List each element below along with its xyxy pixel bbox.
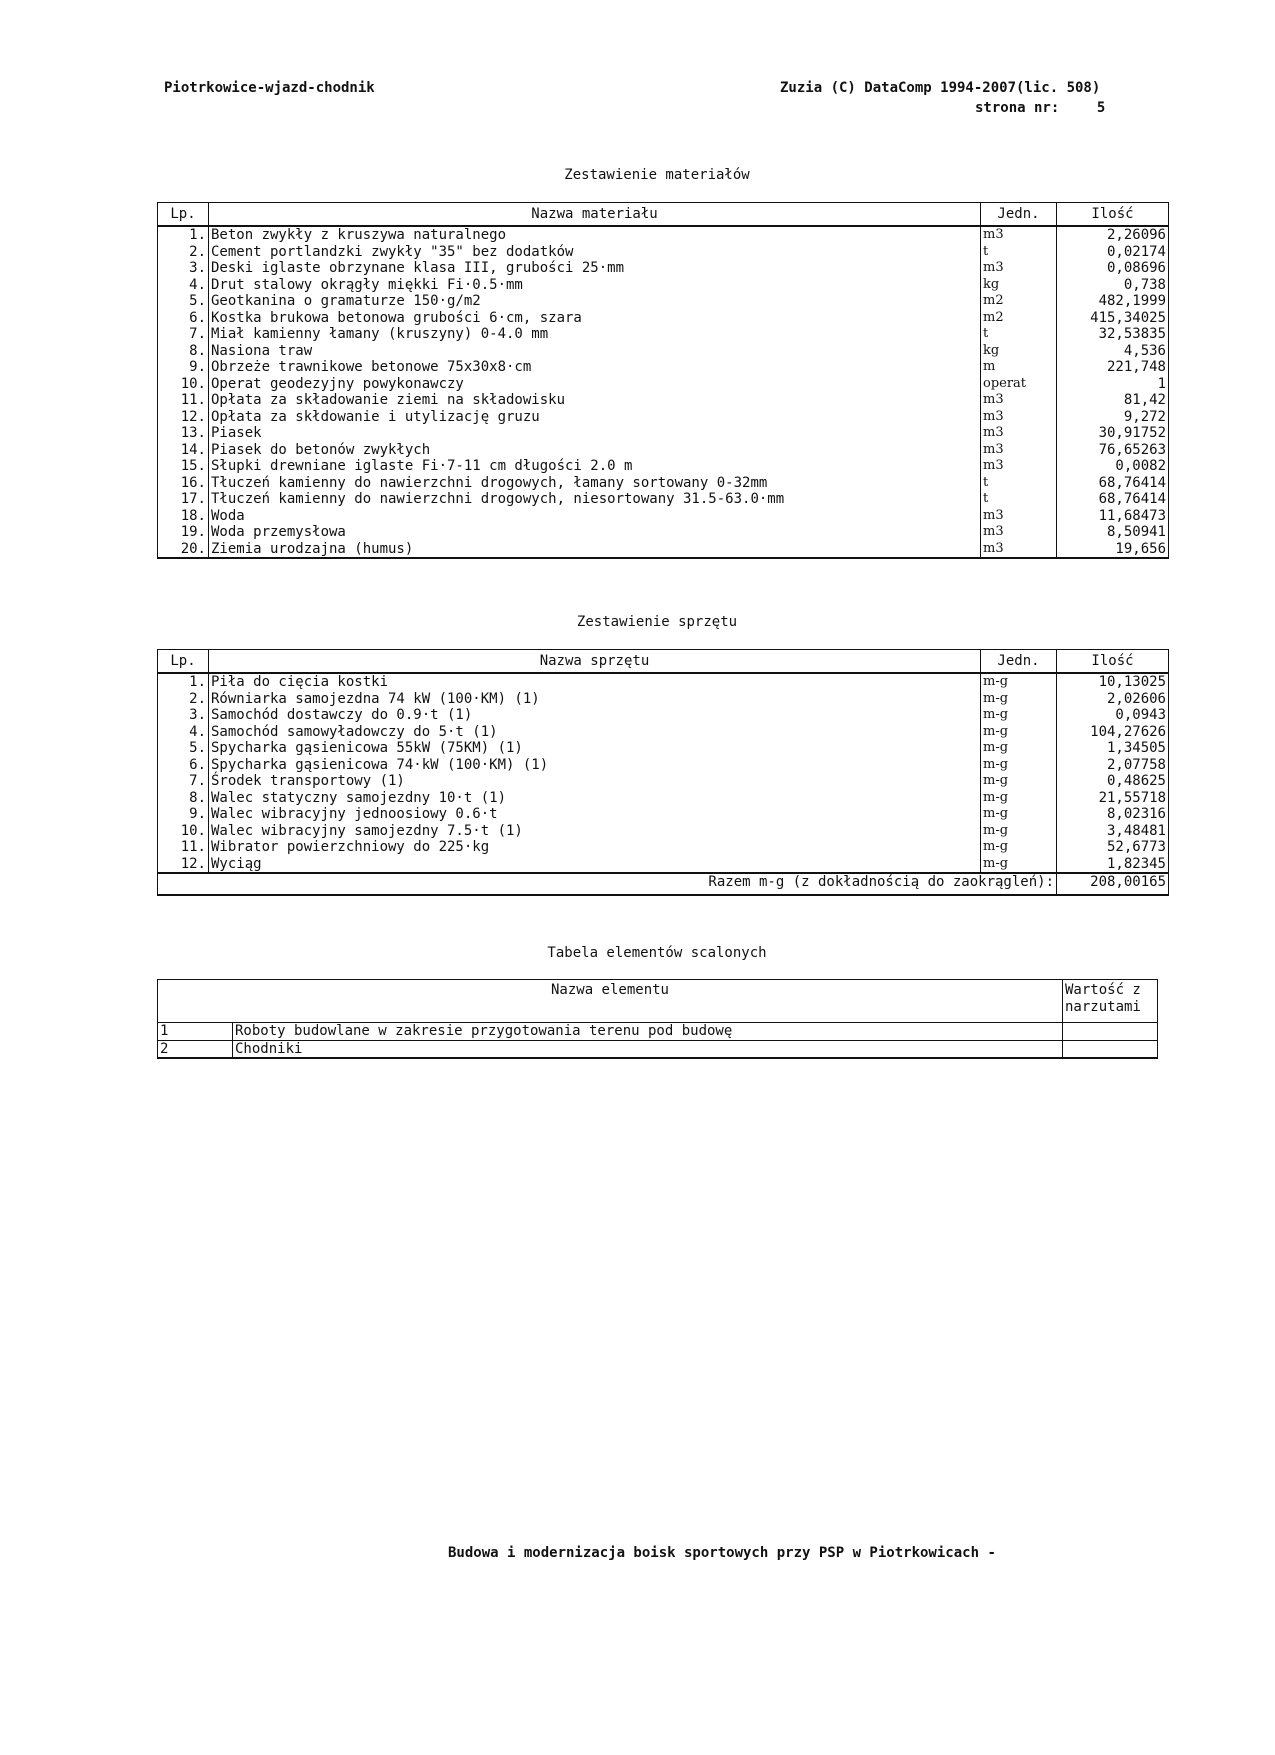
- row-name: Wibrator powierzchniowy do 225·kg: [209, 839, 981, 856]
- row-quantity: 52,6773: [1057, 839, 1169, 856]
- row-number: 2.: [158, 691, 209, 708]
- equipment-body: [158, 673, 1169, 873]
- row-quantity: 2,02606: [1057, 691, 1169, 708]
- row-value: [1063, 1023, 1158, 1041]
- materials-title: Zestawienie materiałów: [564, 167, 750, 183]
- row-name: Piasek do betonów zwykłych: [209, 442, 981, 459]
- row-number: 9.: [158, 806, 209, 823]
- table-row: [158, 343, 1169, 360]
- col-name: Nazwa materiału: [209, 203, 981, 227]
- row-number: 12.: [158, 856, 209, 874]
- row-unit: m-g: [981, 839, 1057, 856]
- materials-header-row: [158, 203, 1169, 227]
- row-name: Piła do cięcia kostki: [209, 673, 981, 691]
- row-quantity: 68,76414: [1057, 491, 1169, 508]
- row-value: [1063, 1040, 1158, 1058]
- table-row: [158, 508, 1169, 525]
- row-quantity: 0,0082: [1057, 458, 1169, 475]
- row-name: Środek transportowy (1): [209, 773, 981, 790]
- row-quantity: 68,76414: [1057, 475, 1169, 492]
- table-row: [158, 856, 1169, 874]
- row-name: Nasiona traw: [209, 343, 981, 360]
- row-name: Walec statyczny samojezdny 10·t (1): [209, 790, 981, 807]
- row-quantity: 482,1999: [1057, 293, 1169, 310]
- row-name: Wyciąg: [209, 856, 981, 874]
- row-quantity: 0,738: [1057, 277, 1169, 294]
- row-quantity: 10,13025: [1057, 673, 1169, 691]
- row-unit: m-g: [981, 790, 1057, 807]
- row-number: 3.: [158, 707, 209, 724]
- row-number: 4.: [158, 277, 209, 294]
- row-number: 8.: [158, 790, 209, 807]
- row-unit: kg: [981, 277, 1057, 294]
- elements-title: Tabela elementów scalonych: [547, 945, 767, 961]
- table-row: [158, 359, 1169, 376]
- col-unit: Jedn.: [981, 650, 1057, 674]
- table-row: [158, 326, 1169, 343]
- row-name: Beton zwykły z kruszywa naturalnego: [209, 226, 981, 244]
- row-quantity: 1,34505: [1057, 740, 1169, 757]
- row-unit: m: [981, 359, 1057, 376]
- row-quantity: 2,26096: [1057, 226, 1169, 244]
- row-unit: m-g: [981, 773, 1057, 790]
- col-element-name: Nazwa elementu: [158, 980, 1063, 1023]
- row-quantity: 3,48481: [1057, 823, 1169, 840]
- row-name: Roboty budowlane w zakresie przygotowania terenu pod budowę: [233, 1023, 1063, 1041]
- row-number: 1.: [158, 226, 209, 244]
- row-unit: m-g: [981, 806, 1057, 823]
- col-lp: Lp.: [158, 203, 209, 227]
- row-name: Spycharka gąsienicowa 55kW (75KM) (1): [209, 740, 981, 757]
- row-quantity: 4,536: [1057, 343, 1169, 360]
- elements-header-row: [158, 980, 1158, 1023]
- row-unit: m-g: [981, 740, 1057, 757]
- row-number: 15.: [158, 458, 209, 475]
- row-unit: m3: [981, 524, 1057, 541]
- elements-body: [158, 1023, 1158, 1059]
- row-unit: m2: [981, 310, 1057, 327]
- row-unit: m-g: [981, 823, 1057, 840]
- equipment-total-row: [158, 873, 1169, 895]
- row-name: Kostka brukowa betonowa grubości 6·cm, szara: [209, 310, 981, 327]
- row-name: Chodniki: [233, 1040, 1063, 1058]
- row-name: Woda: [209, 508, 981, 525]
- row-name: Cement portlandzki zwykły "35" bez dodatków: [209, 244, 981, 261]
- row-number: 5.: [158, 293, 209, 310]
- row-number: 5.: [158, 740, 209, 757]
- equipment-table: [157, 649, 1169, 896]
- row-number: 6.: [158, 310, 209, 327]
- materials-table: [157, 202, 1169, 559]
- row-quantity: 1: [1057, 376, 1169, 393]
- row-number: 2: [158, 1040, 233, 1058]
- row-number: 13.: [158, 425, 209, 442]
- col-unit: Jedn.: [981, 203, 1057, 227]
- row-unit: m-g: [981, 724, 1057, 741]
- row-number: 10.: [158, 376, 209, 393]
- col-lp: Lp.: [158, 650, 209, 674]
- row-name: Samochód samowyładowczy do 5·t (1): [209, 724, 981, 741]
- table-row: [158, 524, 1169, 541]
- table-row: [158, 691, 1169, 708]
- table-row: [158, 277, 1169, 294]
- row-quantity: 0,48625: [1057, 773, 1169, 790]
- row-name: Spycharka gąsienicowa 74·kW (100·KM) (1): [209, 757, 981, 774]
- col-qty: Ilość: [1057, 650, 1169, 674]
- page-number-line: [975, 100, 1105, 116]
- equipment-title: Zestawienie sprzętu: [576, 614, 738, 630]
- total-label: Razem m-g (z dokładnością do zaokrągleń):: [158, 873, 1057, 895]
- row-number: 8.: [158, 343, 209, 360]
- row-unit: m3: [981, 425, 1057, 442]
- table-row: [158, 475, 1169, 492]
- page-number: 5: [1096, 100, 1106, 116]
- row-quantity: 0,08696: [1057, 260, 1169, 277]
- table-row: [158, 1040, 1158, 1058]
- row-quantity: 415,34025: [1057, 310, 1169, 327]
- table-row: [158, 1023, 1158, 1041]
- row-name: Obrzeże trawnikowe betonowe 75x30x8·cm: [209, 359, 981, 376]
- table-row: [158, 757, 1169, 774]
- row-quantity: 19,656: [1057, 541, 1169, 559]
- row-number: 14.: [158, 442, 209, 459]
- row-unit: m-g: [981, 757, 1057, 774]
- row-number: 7.: [158, 773, 209, 790]
- row-quantity: 81,42: [1057, 392, 1169, 409]
- row-number: 9.: [158, 359, 209, 376]
- table-row: [158, 226, 1169, 244]
- materials-body: [158, 226, 1169, 558]
- row-number: 11.: [158, 839, 209, 856]
- table-row: [158, 707, 1169, 724]
- table-row: [158, 673, 1169, 691]
- row-quantity: 76,65263: [1057, 442, 1169, 459]
- table-row: [158, 790, 1169, 807]
- row-name: Opłata za skłdowanie i utylizację gruzu: [209, 409, 981, 426]
- row-number: 3.: [158, 260, 209, 277]
- table-row: [158, 724, 1169, 741]
- row-unit: m-g: [981, 856, 1057, 874]
- row-name: Drut stalowy okrągły miękki Fi·0.5·mm: [209, 277, 981, 294]
- row-name: Opłata za składowanie ziemi na składowisku: [209, 392, 981, 409]
- table-row: [158, 409, 1169, 426]
- row-name: Tłuczeń kamienny do nawierzchni drogowych, niesortowany 31.5-63.0·mm: [209, 491, 981, 508]
- table-row: [158, 823, 1169, 840]
- row-quantity: 21,55718: [1057, 790, 1169, 807]
- table-row: [158, 458, 1169, 475]
- row-number: 16.: [158, 475, 209, 492]
- row-name: Równiarka samojezdna 74 kW (100·KM) (1): [209, 691, 981, 708]
- col-value: Wartość z narzutami: [1063, 980, 1158, 1023]
- row-quantity: 9,272: [1057, 409, 1169, 426]
- row-name: Ziemia urodzajna (humus): [209, 541, 981, 559]
- table-row: [158, 806, 1169, 823]
- row-unit: m2: [981, 293, 1057, 310]
- row-number: 10.: [158, 823, 209, 840]
- row-unit: m3: [981, 458, 1057, 475]
- row-unit: operat: [981, 376, 1057, 393]
- table-row: [158, 541, 1169, 559]
- footer-text: Budowa i modernizacja boisk sportowych przy PSP w Piotrkowicach -: [448, 1545, 996, 1561]
- row-number: 4.: [158, 724, 209, 741]
- table-row: [158, 740, 1169, 757]
- row-quantity: 8,50941: [1057, 524, 1169, 541]
- table-row: [158, 491, 1169, 508]
- row-name: Deski iglaste obrzynane klasa III, grubości 25·mm: [209, 260, 981, 277]
- row-number: 12.: [158, 409, 209, 426]
- project-name: Piotrkowice-wjazd-chodnik: [164, 80, 375, 96]
- row-quantity: 0,02174: [1057, 244, 1169, 261]
- table-row: [158, 376, 1169, 393]
- row-number: 6.: [158, 757, 209, 774]
- table-row: [158, 442, 1169, 459]
- row-quantity: 2,07758: [1057, 757, 1169, 774]
- row-unit: m3: [981, 508, 1057, 525]
- table-row: [158, 425, 1169, 442]
- row-name: Operat geodezyjny powykonawczy: [209, 376, 981, 393]
- row-unit: m3: [981, 409, 1057, 426]
- row-name: Słupki drewniane iglaste Fi·7-11 cm długości 2.0 m: [209, 458, 981, 475]
- row-quantity: 32,53835: [1057, 326, 1169, 343]
- row-name: Miał kamienny łamany (kruszyny) 0-4.0 mm: [209, 326, 981, 343]
- row-unit: m-g: [981, 673, 1057, 691]
- row-quantity: 11,68473: [1057, 508, 1169, 525]
- row-name: Piasek: [209, 425, 981, 442]
- table-row: [158, 310, 1169, 327]
- row-quantity: 104,27626: [1057, 724, 1169, 741]
- row-number: 1: [158, 1023, 233, 1041]
- row-unit: m3: [981, 260, 1057, 277]
- row-unit: m-g: [981, 707, 1057, 724]
- row-number: 17.: [158, 491, 209, 508]
- row-quantity: 1,82345: [1057, 856, 1169, 874]
- row-name: Walec wibracyjny jednoosiowy 0.6·t: [209, 806, 981, 823]
- row-unit: m-g: [981, 691, 1057, 708]
- row-unit: t: [981, 326, 1057, 343]
- row-number: 19.: [158, 524, 209, 541]
- row-name: Tłuczeń kamienny do nawierzchni drogowych, łamany sortowany 0-32mm: [209, 475, 981, 492]
- row-number: 1.: [158, 673, 209, 691]
- row-name: Samochód dostawczy do 0.9·t (1): [209, 707, 981, 724]
- col-qty: Ilość: [1057, 203, 1169, 227]
- row-number: 20.: [158, 541, 209, 559]
- total-value: 208,00165: [1057, 873, 1169, 895]
- row-number: 11.: [158, 392, 209, 409]
- row-unit: t: [981, 244, 1057, 261]
- row-quantity: 30,91752: [1057, 425, 1169, 442]
- row-name: Walec wibracyjny samojezdny 7.5·t (1): [209, 823, 981, 840]
- row-unit: t: [981, 475, 1057, 492]
- row-quantity: 0,0943: [1057, 707, 1169, 724]
- row-unit: m3: [981, 226, 1057, 244]
- row-quantity: 221,748: [1057, 359, 1169, 376]
- row-unit: m3: [981, 392, 1057, 409]
- row-number: 2.: [158, 244, 209, 261]
- row-unit: t: [981, 491, 1057, 508]
- table-row: [158, 839, 1169, 856]
- table-row: [158, 392, 1169, 409]
- row-unit: m3: [981, 442, 1057, 459]
- row-name: Woda przemysłowa: [209, 524, 981, 541]
- col-name: Nazwa sprzętu: [209, 650, 981, 674]
- row-number: 7.: [158, 326, 209, 343]
- row-unit: kg: [981, 343, 1057, 360]
- row-quantity: 8,02316: [1057, 806, 1169, 823]
- row-number: 18.: [158, 508, 209, 525]
- table-row: [158, 773, 1169, 790]
- equipment-header-row: [158, 650, 1169, 674]
- elements-table: [157, 979, 1158, 1059]
- table-row: [158, 293, 1169, 310]
- row-name: Geotkanina o gramaturze 150·g/m2: [209, 293, 981, 310]
- page-label: strona nr:: [975, 100, 1060, 116]
- table-row: [158, 244, 1169, 261]
- software-info: Zuzia (C) DataComp 1994-2007(lic. 508): [780, 80, 1101, 96]
- table-row: [158, 260, 1169, 277]
- row-unit: m3: [981, 541, 1057, 559]
